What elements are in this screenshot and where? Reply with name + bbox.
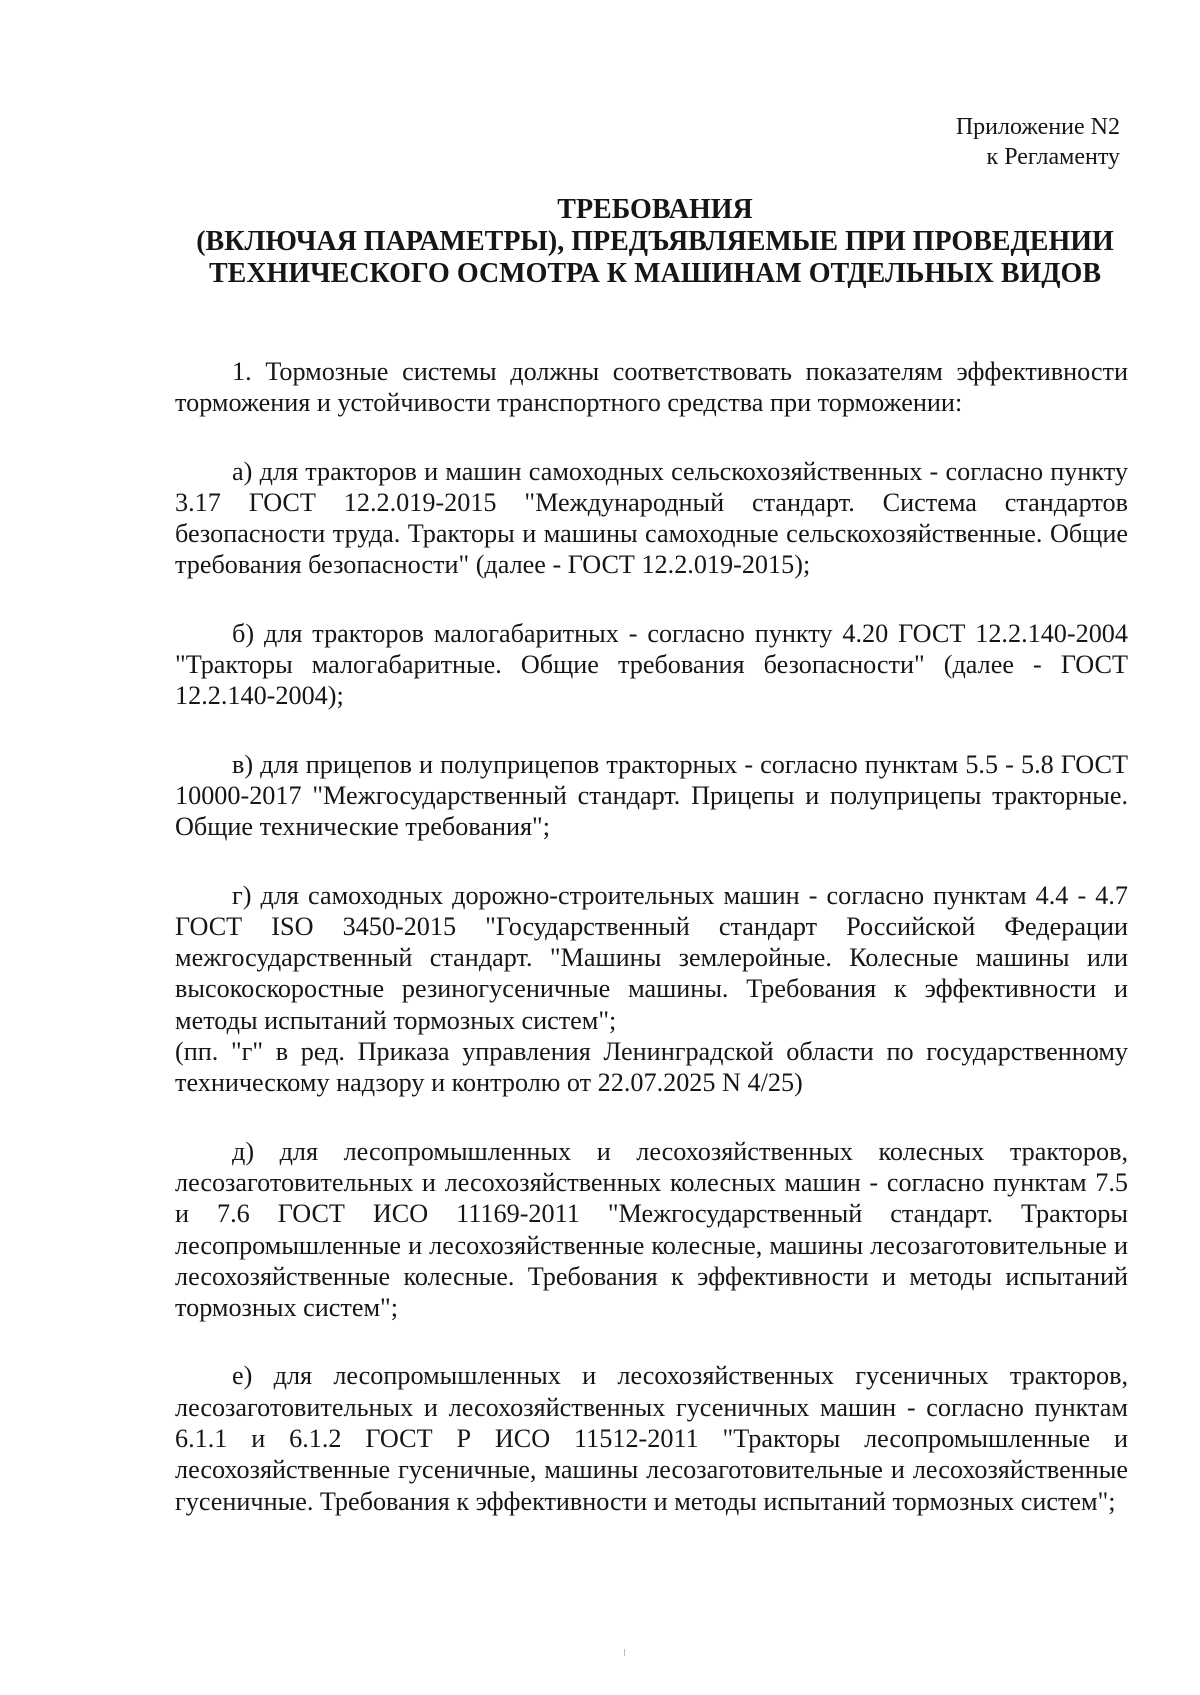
- paragraph-v: в) для прицепов и полуприцепов тракторных - согласно пунктам 5.5 - 5.8 ГОСТ 10000-2017 "Межгосударственный стандарт. Прицепы и полуприцепы тракторные. Общие технические требования";: [175, 749, 1128, 842]
- title-line-2: (ВКЛЮЧАЯ ПАРАМЕТРЫ), ПРЕДЪЯВЛЯЕМЫЕ ПРИ ПРОВЕДЕНИИ: [196, 226, 1114, 257]
- paragraph-d: д) для лесопромышленных и лесохозяйственных колесных тракторов, лесозаготовительных и лесохозяйственных колесных машин - согласно пунктам 7.5 и 7.6 ГОСТ ИСО 11169-2011 "Межгосударственный стандарт. Тракторы лесопромышленные и лесохозяйственные колесные, машины лесозаготовительные и лесохозяйственные колесные. Требования к эффективности и методы испытаний тормозных систем";: [175, 1136, 1128, 1323]
- appendix-number: Приложение N2: [955, 114, 1120, 140]
- paragraph-b: б) для тракторов малогабаритных - согласно пункту 4.20 ГОСТ 12.2.140-2004 "Тракторы малогабаритные. Общие требования безопасности" (далее - ГОСТ 12.2.140-2004);: [175, 618, 1128, 711]
- appendix-regulation: к Регламенту: [986, 144, 1120, 170]
- paragraph-e: е) для лесопромышленных и лесохозяйственных гусеничных тракторов, лесозаготовительных и лесохозяйственных гусеничных машин - согласно пунктам 6.1.1 и 6.1.2 ГОСТ Р ИСО 11512-2011 "Тракторы лесопромышленные и лесохозяйственные гусеничные, машины лесозаготовительные и лесохозяйственные гусеничные. Требования к эффективности и методы испытаний тормозных систем";: [175, 1361, 1128, 1516]
- paragraph-g-edit-note: (пп. "г" в ред. Приказа управления Ленинградской области по государственному техническому надзору и контролю от 22.07.2025 N 4/25): [175, 1037, 1128, 1098]
- document-title: [175, 194, 1135, 290]
- title-line-3: ТЕХНИЧЕСКОГО ОСМОТРА К МАШИНАМ ОТДЕЛЬНЫХ ВИДОВ: [208, 258, 1102, 289]
- paragraph-g: г) для самоходных дорожно-строительных машин - согласно пунктам 4.4 - 4.7 ГОСТ ISO 3450-2015 "Государственный стандарт Российской Федерации межгосударственный стандарт. "Машины землеройные. Колесные машины или высокоскоростные резиногусеничные машины. Требования к эффективности и методы испытаний тормозных систем";: [175, 880, 1128, 1035]
- appendix-reference: [956, 112, 1120, 172]
- title-line-1: ТРЕБОВАНИЯ: [557, 194, 753, 225]
- paragraph-a: а) для тракторов и машин самоходных сельскохозяйственных - согласно пункту 3.17 ГОСТ 12.2.019-2015 "Международный стандарт. Система стандартов безопасности труда. Тракторы и машины самоходные сельскохозяйственные. Общие требования безопасности" (далее - ГОСТ 12.2.019-2015);: [175, 456, 1128, 580]
- paragraph-1: 1. Тормозные системы должны соответствовать показателям эффективности торможения и устойчивости транспортного средства при торможении:: [175, 357, 1128, 418]
- scan-speck: [624, 1649, 625, 1656]
- document-body: [175, 356, 1128, 1517]
